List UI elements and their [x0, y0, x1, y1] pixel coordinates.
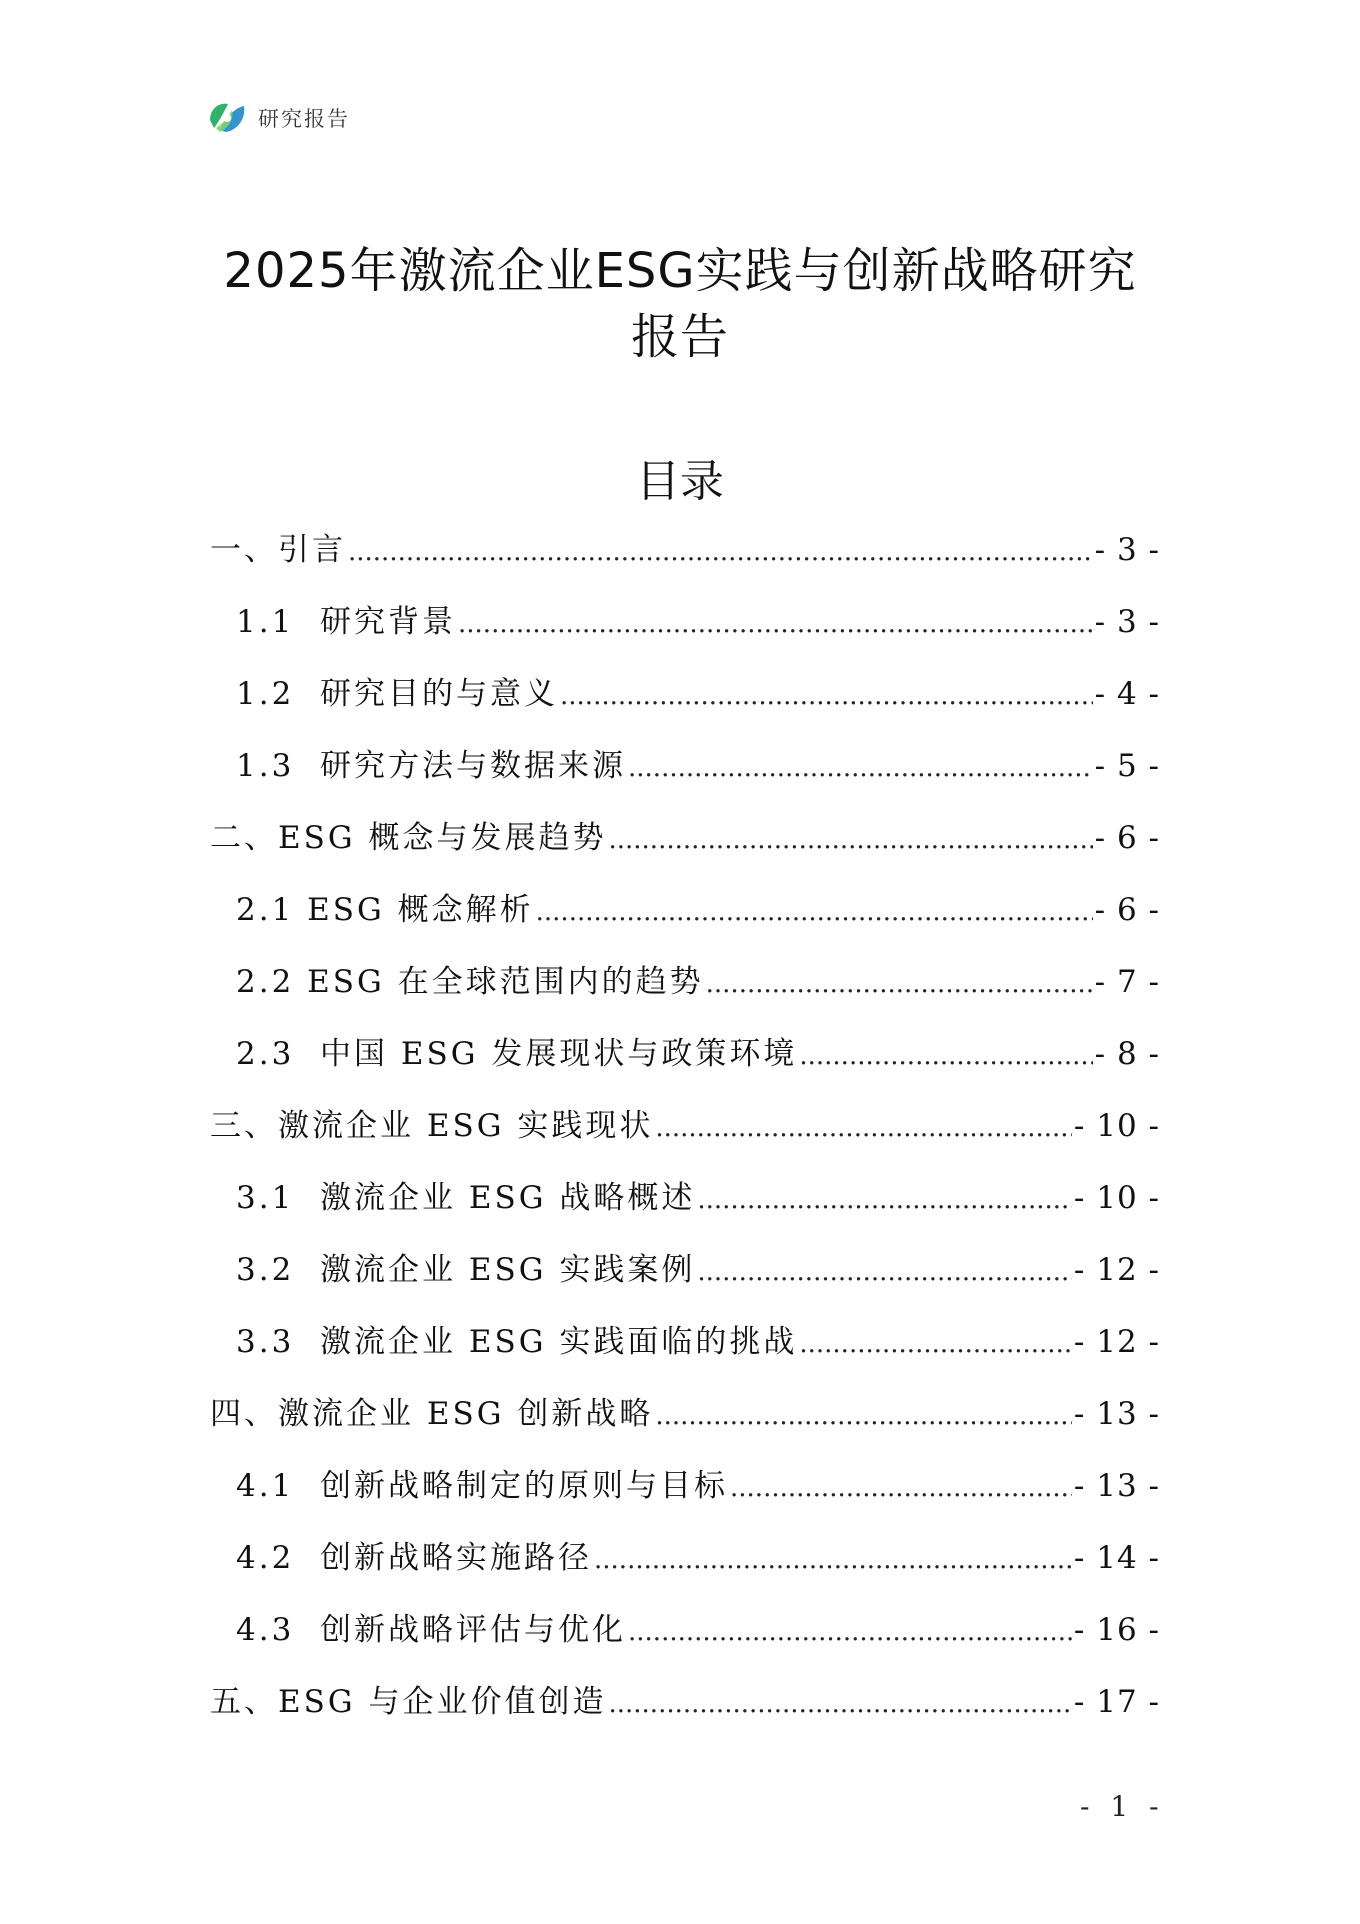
toc-entry-label: 一、引言 — [210, 532, 346, 568]
toc-dot-leader — [655, 1102, 1072, 1154]
toc-entry-label: 创新战略制定的原则与目标 — [320, 1468, 729, 1504]
toc-entry-label: ESG 在全球范围内的趋势 — [307, 964, 704, 1000]
toc-entry[interactable] — [210, 1604, 1160, 1676]
toc-entry-number: 3.2 — [236, 1252, 321, 1288]
toc-entry-page: - 16 - — [1073, 1612, 1160, 1648]
toc-entry[interactable] — [210, 1460, 1160, 1532]
toc-entry-number: 2.3 — [236, 1036, 321, 1072]
toc-entry[interactable] — [210, 956, 1160, 1028]
toc-entry-page: - 7 - — [1094, 964, 1160, 1000]
page-number: - 1 - — [1080, 1790, 1165, 1823]
toc-dot-leader — [655, 1390, 1072, 1442]
toc-dot-leader — [608, 1678, 1071, 1730]
toc-entry[interactable] — [210, 1244, 1160, 1316]
toc-dot-leader — [799, 1318, 1072, 1370]
toc-dot-leader — [697, 1246, 1072, 1298]
toc-entry-page: - 8 - — [1094, 1036, 1160, 1072]
toc-entry[interactable] — [210, 1316, 1160, 1388]
toc-entry-page: - 5 - — [1094, 748, 1160, 784]
toc-dot-leader — [730, 1462, 1072, 1514]
toc-entry-label: 研究目的与意义 — [320, 676, 559, 712]
toc-entry-label: 三、激流企业 ESG 实践现状 — [210, 1108, 654, 1144]
toc-entry-page: - 13 - — [1073, 1396, 1160, 1432]
toc-entry[interactable] — [210, 1100, 1160, 1172]
toc-dot-leader — [560, 670, 1093, 722]
toc-entry-page: - 4 - — [1094, 676, 1160, 712]
toc-entry[interactable] — [210, 596, 1160, 668]
toc-entry-label: 创新战略实施路径 — [320, 1540, 593, 1576]
leaf-logo-icon — [206, 98, 248, 138]
toc-dot-leader — [458, 598, 1093, 650]
toc-dot-leader — [706, 958, 1093, 1010]
toc-entry-number: 4.1 — [236, 1468, 321, 1504]
toc-dot-leader — [628, 1606, 1072, 1658]
toc-entry-number: 1.2 — [236, 676, 321, 712]
toc-entry-label: 研究背景 — [320, 604, 457, 640]
table-of-contents — [210, 524, 1160, 1748]
toc-entry-label: 激流企业 ESG 实践案例 — [320, 1252, 696, 1288]
toc-dot-leader — [608, 814, 1092, 866]
toc-entry[interactable] — [210, 1676, 1160, 1748]
toc-entry-number: 3.3 — [236, 1324, 321, 1360]
toc-dot-leader — [594, 1534, 1072, 1586]
toc-entry-label: 二、ESG 概念与发展趋势 — [210, 820, 607, 856]
toc-entry-label: 四、激流企业 ESG 创新战略 — [210, 1396, 654, 1432]
toc-entry-page: - 14 - — [1073, 1540, 1160, 1576]
toc-entry-label: 激流企业 ESG 实践面临的挑战 — [320, 1324, 798, 1360]
toc-entry-number: 4.3 — [236, 1612, 321, 1648]
toc-entry-page: - 6 - — [1094, 892, 1160, 928]
toc-entry-page: - 13 - — [1073, 1468, 1160, 1504]
toc-entry-number: 2.1 — [236, 892, 308, 928]
toc-entry-label: 五、ESG 与企业价值创造 — [210, 1684, 607, 1720]
toc-entry-number: 1.1 — [236, 604, 321, 640]
toc-entry-page: - 6 - — [1094, 820, 1160, 856]
toc-entry-label: 创新战略评估与优化 — [320, 1612, 627, 1648]
toc-entry[interactable] — [210, 1172, 1160, 1244]
toc-entry-label: 中国 ESG 发展现状与政策环境 — [320, 1036, 798, 1072]
toc-entry-page: - 12 - — [1073, 1324, 1160, 1360]
toc-heading: 目录 — [636, 456, 724, 507]
toc-entry-page: - 12 - — [1073, 1252, 1160, 1288]
toc-entry-label: 研究方法与数据来源 — [320, 748, 627, 784]
toc-entry-number: 2.2 — [236, 964, 308, 1000]
toc-entry[interactable] — [210, 1028, 1160, 1100]
toc-entry-page: - 10 - — [1073, 1108, 1160, 1144]
toc-dot-leader — [628, 742, 1093, 794]
toc-entry-page: - 3 - — [1094, 604, 1160, 640]
toc-entry[interactable] — [210, 1388, 1160, 1460]
document-title: 2025年激流企业ESG实践与创新战略研究报告 — [223, 243, 1137, 365]
toc-entry[interactable] — [210, 524, 1160, 596]
toc-entry[interactable] — [210, 1532, 1160, 1604]
toc-entry[interactable] — [210, 812, 1160, 884]
toc-entry-page: - 3 - — [1094, 532, 1160, 568]
toc-entry[interactable] — [210, 740, 1160, 812]
toc-entry-label: 激流企业 ESG 战略概述 — [320, 1180, 696, 1216]
toc-entry-number: 4.2 — [236, 1540, 321, 1576]
toc-entry-number: 3.1 — [236, 1180, 321, 1216]
page-header — [206, 98, 350, 138]
toc-entry[interactable] — [210, 668, 1160, 740]
toc-dot-leader — [697, 1174, 1072, 1226]
toc-entry-number: 1.3 — [236, 748, 321, 784]
header-label: 研究报告 — [258, 107, 350, 131]
toc-dot-leader — [348, 526, 1093, 578]
toc-entry-page: - 10 - — [1073, 1180, 1160, 1216]
toc-dot-leader — [536, 886, 1093, 938]
toc-dot-leader — [799, 1030, 1092, 1082]
toc-entry[interactable] — [210, 884, 1160, 956]
toc-entry-label: ESG 概念解析 — [307, 892, 534, 928]
toc-entry-page: - 17 - — [1073, 1684, 1160, 1720]
